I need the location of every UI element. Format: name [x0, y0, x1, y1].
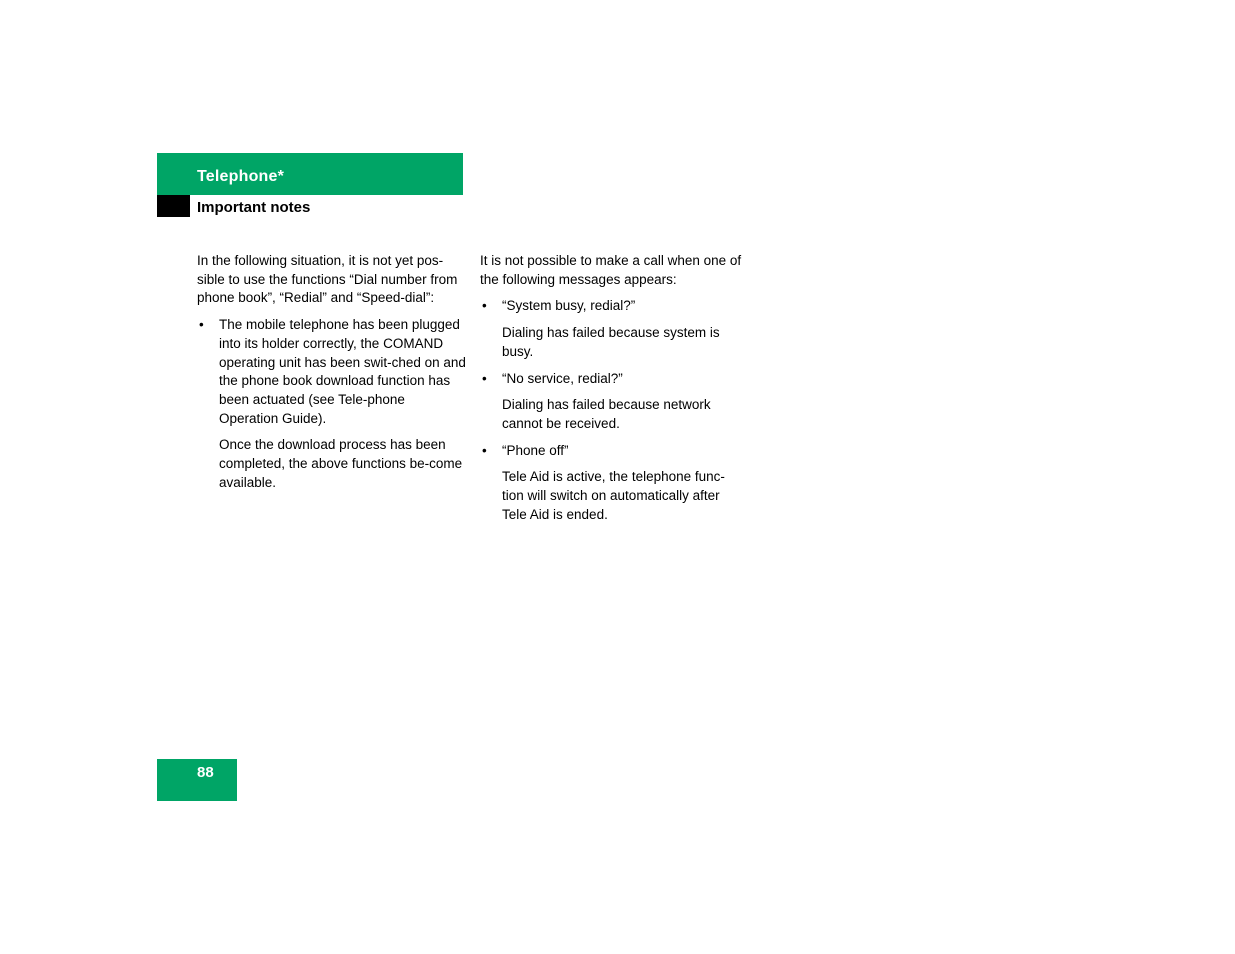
page-number: 88	[197, 764, 214, 781]
bullet-item	[197, 316, 467, 428]
message-explanation: Dialing has failed because network cannot be received.	[502, 397, 711, 431]
bullet-dot: •	[482, 298, 487, 314]
message-explanation: Tele Aid is active, the telephone func-tion will switch on automatically after Tele Aid is ended.	[502, 469, 725, 522]
subsection-title: Important notes	[197, 199, 311, 216]
message-bullet-no-service	[480, 370, 745, 389]
left-column	[197, 252, 467, 500]
bullet-dot: •	[199, 317, 204, 333]
bullet-dot: •	[482, 370, 487, 386]
message-text: “System busy, redial?”	[502, 298, 636, 314]
section-title: Telephone*	[197, 168, 285, 185]
message-bullet-phone-off	[480, 442, 745, 461]
message-bullet-system-busy	[480, 297, 745, 316]
message-text: “Phone off”	[502, 442, 569, 458]
left-intro-paragraph: In the following situation, it is not yet pos-sible to use the functions “Dial number from phone book”, “Redial” and “Speed-dial”:	[197, 253, 458, 306]
bullet-note: Once the download process has been completed, the above functions be-come available.	[219, 437, 463, 490]
bullet-text: The mobile telephone has been plugged into its holder correctly, the COMAND operating unit has been swit-ched on and the phone book download function has been actuated (see Tele-phone Operation Guide).	[219, 317, 466, 426]
subsection-marker	[157, 195, 190, 217]
bullet-dot: •	[482, 442, 487, 458]
right-intro-paragraph: It is not possible to make a call when one of the following messages appears:	[480, 253, 742, 287]
message-explanation: Dialing has failed because system is busy.	[502, 325, 720, 359]
message-text: “No service, redial?”	[502, 370, 623, 386]
right-column	[480, 252, 745, 532]
